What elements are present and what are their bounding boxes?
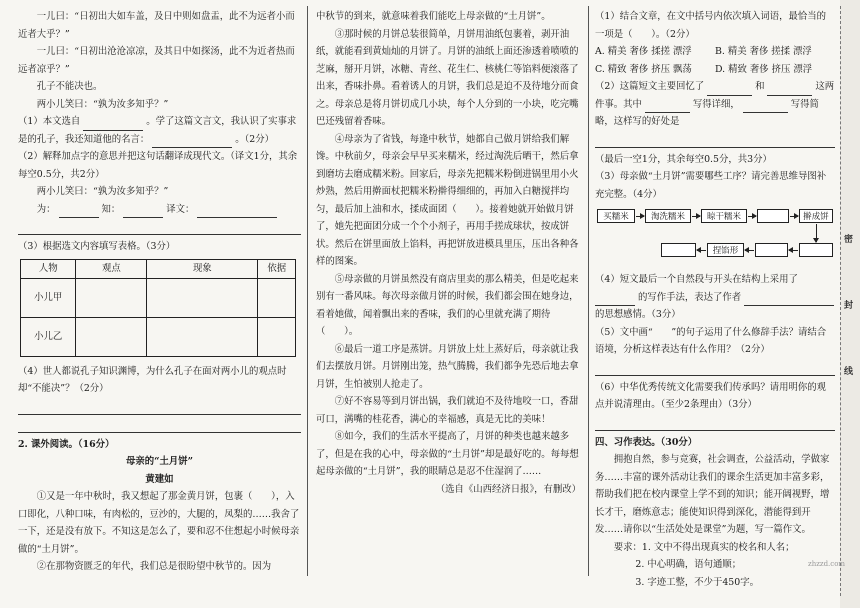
label-text: 知：	[101, 203, 121, 215]
middle-column	[316, 8, 581, 498]
answer-blank[interactable]	[767, 85, 812, 96]
answer-blank[interactable]	[743, 102, 788, 113]
article-paragraph: 中秋节的到来，就意味着我们能吃上母亲做的“土月饼”。	[316, 11, 551, 22]
quote-text: 两小儿笑曰：“孰为汝多知乎？”	[36, 186, 169, 197]
label-text: 译文：	[166, 203, 195, 215]
table-header: 现象	[147, 259, 258, 278]
essay-requirement: 3. 字迹工整，不少于450字。	[635, 576, 759, 588]
table-cell[interactable]	[76, 278, 147, 317]
reading-question-1: （1）结合文章，在文中括号内依次填入词语，最恰当的一项是（ ）。（2分）	[595, 11, 826, 40]
dialog-paragraph: 一儿曰：“日初出沧沧凉凉，及其日中如探汤，此不为近者热而远者凉乎？”	[18, 46, 295, 75]
question-text: （2）这篇短文主要回忆了	[595, 81, 705, 92]
question-text: 和	[755, 81, 765, 92]
flow-step-roll-cake: 擀成饼	[799, 209, 833, 223]
seal-label: 密	[844, 235, 854, 245]
flow-step-blank[interactable]	[757, 209, 789, 223]
question-4: （4）世人都说孔子知识渊博，为什么孔子在面对两小儿的观点时却“不能决”？（2分）	[18, 365, 287, 394]
seal-label: 封	[844, 301, 854, 311]
flow-step-blank[interactable]	[661, 243, 696, 257]
table-cell[interactable]	[258, 278, 296, 317]
section-heading: 四、习作表达。（30分）	[595, 436, 698, 448]
label-text: 为：	[36, 203, 56, 215]
option-a[interactable]: A. 精美 奢侈 揉搓 漂浮	[595, 46, 692, 57]
dialog-paragraph: 两小儿笑曰：“孰为汝多知乎？”	[36, 98, 169, 110]
question-1	[18, 113, 301, 148]
answer-blank[interactable]	[744, 295, 834, 306]
right-column	[595, 8, 835, 591]
flow-arrow	[692, 216, 700, 217]
question-text: 的思想感情。（3分）	[595, 309, 681, 320]
answer-blank[interactable]	[123, 207, 163, 218]
answer-blank[interactable]	[595, 295, 635, 306]
table-cell[interactable]	[76, 317, 147, 356]
reading-question-4	[595, 271, 835, 324]
reading-question-6: （6）中华优秀传统文化需要我们传承吗？请用明你的观点并说清理由。（至少2条理由）（3分）	[595, 381, 826, 410]
option-c[interactable]: C. 精致 奢侈 挤压 飘荡	[595, 63, 692, 75]
answer-blank[interactable]	[707, 85, 752, 96]
question-text: 这两件事。其中	[595, 81, 835, 110]
flow-arrow	[636, 216, 644, 217]
option-d[interactable]: D. 精致 奢侈 挤压 漂浮	[715, 63, 813, 75]
article-paragraph: ①又是一年中秋时，我又想起了那金黄月饼，包裹（ ），入口即化，八种口味，有肉松的，豆沙的，大腿的，凤梨的……我舍了一下，还是没有放下。不知这是怎么了，要和忍不住想起小时候母亲做的“土月饼”。	[18, 491, 300, 555]
flow-arrow	[748, 216, 756, 217]
flow-arrow	[697, 250, 706, 251]
question-2-line	[18, 183, 301, 201]
article-paragraph: ③那时候的月饼总装很简单，月饼用油纸包裹着，剥开油纸，就能看到黄灿灿的月饼了。月饼的油纸上面还渗透着喷喷的芝麻，掰开月饼，冰糖、青丝、花生仁、核桃仁等馅料便滚落了出来，香味扑鼻。看着诱人的月饼，我们总是迫不及待地分而食之。母亲总是将月饼切成几小块，每个人分到的一小块，吃完嘴巴还残留着香味。	[316, 28, 579, 127]
answer-blank[interactable]	[59, 207, 99, 218]
dialog-paragraph: 孔子不能决也。	[36, 81, 103, 92]
question-3: （3）根据选文内容填写表格。（3分）	[18, 241, 176, 252]
question-text: （4）短文最后一个自然段与开头在结构上采用了	[595, 274, 798, 285]
article-source: （选自《山西经济日报》，有删改）	[435, 483, 581, 495]
table-header: 观点	[76, 259, 147, 278]
essay-prompt: 拥抱自然，参与竞赛，社会调查，公益活动，学做家务……丰富的课外活动让我们的课余生活更加丰富多彩，帮助我们把在校内课堂上学不到的知识；能开阔视野，增长才干，磨炼意志；能使知识得到深化，潜能得到开发……请你以“生活处处是课堂”为题，写一篇作文。	[595, 454, 830, 535]
answer-line[interactable]	[18, 220, 301, 235]
answer-blank[interactable]	[197, 207, 277, 218]
flow-step-buy-rice: 买糯米	[597, 209, 635, 223]
question-score: 。（2分）	[235, 133, 275, 145]
question-text: （1）本文选自	[18, 116, 81, 127]
answer-line[interactable]	[595, 133, 835, 148]
flow-arrow-down	[816, 224, 817, 242]
article-title: 母亲的“土月饼”	[125, 456, 194, 467]
answer-blank[interactable]	[83, 120, 143, 131]
flow-step-shape-filling: 捏馅形	[707, 243, 744, 257]
article-paragraph: ④母亲为了省钱，每逢中秋节，她都自己做月饼给我们解馋。中秋前夕，母亲会早早买来糯米，经过淘洗后晒干，然后拿到磨坊去磨成糯米粉。回家后，母亲先把糯米粉倒进锅里用小火炒熟，然后用擀面杖把糯米粉擀得细细的，再加入白糖搅拌均匀，最后加上油和水，揉成面团（ ）。接着她就开始做月饼了，她先把面团分成一个个小剂子，再用手搓成球状，按成饼状。然后在饼里面放上馅料，再把饼放进模具里压，压出各种各样的图案。	[316, 133, 579, 267]
question-2: （2）解释加点字的意思并把这句话翻译成现代文。（译文1分，其余每空0.5分，共2分）	[18, 151, 298, 180]
answer-line[interactable]	[18, 418, 301, 433]
article-paragraph: ⑧如今，我们的生活水平提高了，月饼的种类也越来越多了，但是在我的心中，母亲做的“土月饼”却是最好吃的。每每想起母亲做的“土月饼”，我的眼睛总是忍不住湿润了……	[316, 431, 579, 477]
flow-step-wash-rice: 淘洗糯米	[645, 209, 691, 223]
left-column	[18, 8, 301, 576]
article-paragraph: ②在那物资匮乏的年代，我们总是很盼望中秋节的。因为	[36, 561, 272, 572]
answer-line[interactable]	[595, 361, 835, 376]
answer-line[interactable]	[18, 400, 301, 415]
table-cell[interactable]	[258, 317, 296, 356]
essay-requirement: 要求：1. 文中不得出现真实的校名和人名；	[613, 541, 795, 553]
article-paragraph: ⑤母亲做的月饼虽然没有商店里卖的那么精美，但是吃起来别有一番风味。每次母亲做月饼的时候，我们都会围在她身边，看着她做，闻着飘出来的香味，我们的心里就充满了期待（ ）。	[316, 273, 579, 337]
table-header: 依据	[258, 259, 296, 278]
question-text: 的写作手法，表达了作者	[637, 291, 742, 303]
table-header: 人物	[21, 259, 76, 278]
dialog-paragraph: 一儿曰：“日初出大如车盖，及日中则如盘盂，此不为远者小而近者大乎？”	[18, 11, 295, 40]
viewpoint-table	[20, 259, 296, 357]
answer-line[interactable]	[595, 416, 835, 431]
column-divider	[588, 6, 589, 576]
table-cell[interactable]	[147, 317, 258, 356]
table-row-label: 小儿甲	[21, 278, 76, 317]
question-text: 写得简略，这样写的好处是	[595, 98, 819, 127]
question-2-answers	[18, 201, 301, 219]
answer-blank[interactable]	[645, 102, 690, 113]
question-text: 。学了这篇文言文，我认识了实事求是的孔子，我还知道他的名言：	[18, 116, 297, 145]
flow-step-blank[interactable]	[799, 243, 833, 257]
choice-options	[595, 43, 835, 78]
question-score: （最后一空1分，其余每空0.5分，共3分）	[595, 153, 772, 165]
column-divider	[307, 6, 308, 576]
flow-step-dry-rice: 晾干糯米	[701, 209, 747, 223]
option-b[interactable]: B. 精美 奢侈 搓揉 漂浮	[715, 46, 812, 57]
flow-arrow	[789, 250, 798, 251]
essay-requirement: 2. 中心明确，语句通顺；	[635, 559, 742, 570]
table-cell[interactable]	[147, 278, 258, 317]
table-row-label: 小儿乙	[21, 317, 76, 356]
seal-label: 线	[844, 367, 854, 377]
question-text: 写得详细，	[692, 98, 740, 110]
article-paragraph: ⑥最后一道工序是蒸饼。月饼放上灶上蒸好后，母亲就让我们去摆放月饼。月饼刚出笼，热气腾腾，我们都争先恐后地去拿月饼，生怕被别人抢走了。	[316, 343, 579, 390]
flow-step-blank[interactable]	[755, 243, 788, 257]
article-author: 黄建如	[145, 473, 174, 485]
seal-line	[840, 6, 842, 596]
reading-question-2	[595, 78, 835, 131]
answer-blank[interactable]	[152, 137, 232, 148]
reading-question-3: （3）母亲做“土月饼”需要哪些工序？请完善思维导图补充完整。（4分）	[595, 171, 827, 200]
flow-arrow	[790, 216, 798, 217]
watermark: zhzzd.com	[808, 560, 846, 568]
process-mind-map	[595, 205, 835, 267]
article-paragraph: ⑦好不容易等到月饼出锅，我们就迫不及待地咬一口，香甜可口，满嘴的桂花香，满心的幸福感，真是无比的美味！	[316, 396, 579, 425]
section-heading: 2. 课外阅读。（16分）	[18, 438, 115, 450]
flow-arrow	[745, 250, 754, 251]
reading-question-5: （5）文中画“ ”的句子运用了什么修辞手法？请结合语境，分析这样表达有什么作用？（2分）	[595, 326, 827, 355]
